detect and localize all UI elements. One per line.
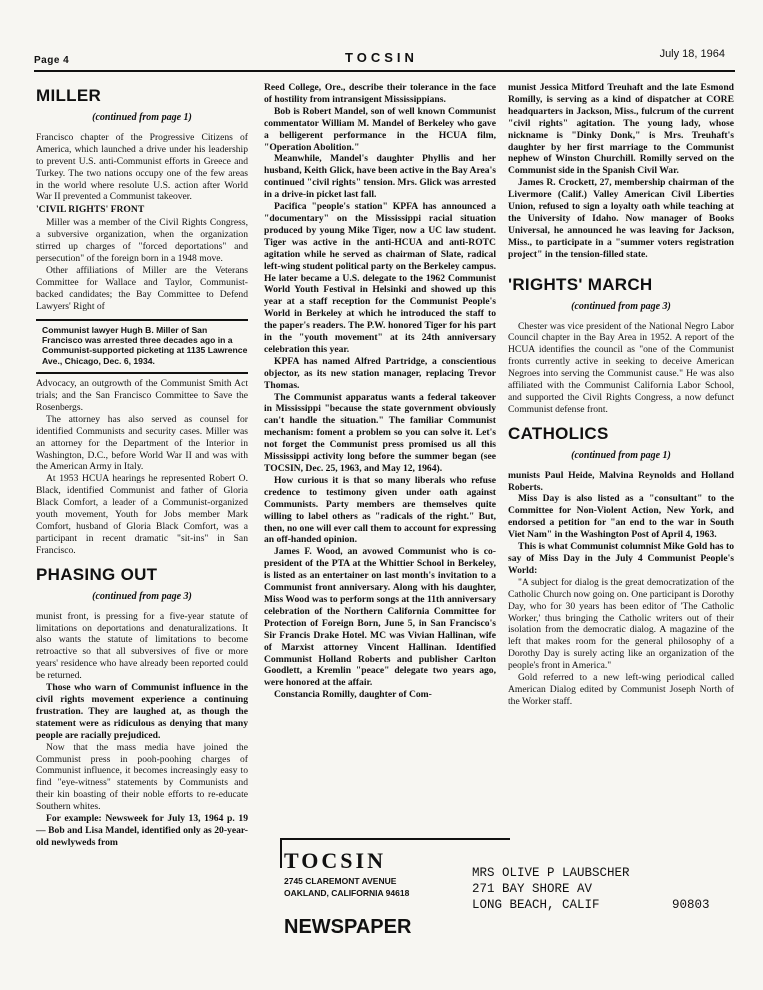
phasing-paragraph: munist front, is pressing for a five-year statute of limitations on deportations and denaturalizations. It also wants the statute of limitations to become retroactive so that all subversives of five or more years' residence who have already been reported could be returned. <box>36 610 248 682</box>
item-paragraph: Constancia Romilly, daughter of Com- <box>274 689 432 701</box>
catholics-paragraph: Miss Day is also listed as a "consultant" to the Committee for Non-Violent Action, New York, and endorsed a petition for "an end to the war in South Viet Nam" in the Washington Post of April 4, 1963. <box>508 493 734 541</box>
miller-continued: (continued from page 1) <box>92 112 192 123</box>
miller-paragraph: Miller was a member of the Civil Rights Congress, a subversive organization, when the organization stirred up charges of "forced deportations" and persecution" of the foreign born in a 1948 move. <box>36 217 248 264</box>
addressee-zip: 90803 <box>672 898 710 912</box>
addressee-name: MRS OLIVE P LAUBSCHER <box>472 866 630 880</box>
miller-paragraph: The attorney has also served as counsel for identified Communists and security cases. Miller was an attorney for the Department of the Interior in Washington, D.C., before World War II and was with the American Army in Italy. <box>36 413 248 473</box>
item-paragraph: munist Jessica Mitford Treuhaft and the late Esmond Romilly, is serving as a kind of dispatcher at CORE headquarters in Jackson, Miss., fulcrum of the current "civil rights" agitation. The young lady, whose nickname is "Dinky Donk," is Mrs. Treuhaft's daughter by her first marriage to the Communist nephew of Winston Churchill. Romilly served on the Communist side in the Spanish Civil War. <box>508 82 734 177</box>
masthead-address-line: 2745 CLAREMONT AVENUE <box>284 876 397 886</box>
photo-caption: Communist lawyer Hugh B. Miller of San Francisco was arrested three decades ago in a Communist-supported picketing at 1135 Lawrence Ave., Chicago, Dec. 6, 1934. <box>42 324 248 366</box>
column-1 <box>36 82 248 849</box>
catholics-paragraph: Gold referred to a new left-wing periodical called American Dialog edited by Communist Joseph North of the Worker staff. <box>508 672 734 707</box>
phasing-out-headline: PHASING OUT <box>36 564 158 584</box>
item-paragraph: Meanwhile, Mandel's daughter Phyllis and her husband, Keith Glick, have been active in the Bay Area's continued "civil rights" tension. Mrs. Glick was arrested in a drive-in picket last fall. <box>264 153 496 201</box>
masthead-name: TOCSIN <box>284 848 386 873</box>
catholics-paragraph: "A subject for dialog is the great democratization of the Catholic Church now going on. One participant is Dorothy Day, who for 30 years has been editor of 'The Catholic Worker,' thus bringing the Catholic writers out of their isolation from the democratic dialog. A magazine of the left that makes room for the general philosophy of a Dorothy Day is surely acting like an organization of the people's front in America." <box>508 576 734 672</box>
item-paragraph: Pacifica "people's station" KPFA has announced a "documentary" on the Mississippi racial situation produced by young Mike Tiger, now a UC law student. Tiger was active in the anti-HCUA and anti-ROTC agitation while he served as chairman of Slate, radical left-wing student political party on the Berkeley campus. He later became a U.S. delegate to the 1962 Communist World Youth Festival in Helsinki and showed up this year at a staff reception for the Communist People's World in Berkeley at which he introduced the staff to the paper's readers. The P.W. honored Tiger for his part in the "youth movement" at its 24th anniversary celebration this year. <box>264 201 496 355</box>
item-paragraph: Reed College, Ore., describe their tolerance in the face of hostility from intransigent Mississippians. <box>264 82 496 105</box>
phasing-paragraph: For example: Newsweek for July 13, 1964 p. 19 — Bob and Lisa Mandel, identified only as 20-year-old newlyweds from <box>36 813 248 848</box>
caption-rule-top <box>36 319 248 321</box>
catholics-continued: (continued from page 1) <box>571 449 671 461</box>
paper-title: TOCSIN <box>345 50 418 65</box>
item-paragraph: James R. Crockett, 27, membership chairman of the Livermore (Calif.) Valley American Civil Liberties Union, refused to sign a loyalty oath while teaching at the University of Idaho. Now manager of Books Universal, he announced he was leaving for Jackson, Miss., to participate in a "summer voters registration project" in the tension-filled state. <box>508 177 734 260</box>
item-paragraph: James F. Wood, an avowed Communist who is co-president of the PTA at the Whittier School in Berkeley, is listed as an entertainer on last month's invitation to a Communist front anniversary. Along with his daughter, Miss Wood was to perform songs at the 11th anniversary celebration of the Northern California Committee for Protection of Foreign Born, June 5, in San Francisco's Sir Francis Drake Hotel. MC was Vivian Hallinan, wife of Marxist attorney Vincent Hallinan. Identified Communist Holland Roberts and publisher Carlton Goodlett, a Kremlin "peace" delegate two years ago, were honored at the affair. <box>264 546 496 689</box>
masthead <box>284 848 494 939</box>
civil-rights-subhead: 'CIVIL RIGHTS' FRONT <box>36 204 145 216</box>
masthead-address-line: OAKLAND, CALIFORNIA 94618 <box>284 888 410 898</box>
catholics-paragraph: munists Paul Heide, Malvina Reynolds and Holland Roberts. <box>508 469 734 493</box>
miller-headline: MILLER <box>36 86 102 105</box>
item-paragraph: KPFA has named Alfred Partridge, a conscientious objector, as its new station manager, replacing Trevor Thomas. <box>264 355 496 391</box>
newspaper-label: NEWSPAPER <box>284 916 412 938</box>
issue-date: July 18, 1964 <box>659 48 725 60</box>
rights-march-headline: 'RIGHTS' MARCH <box>508 274 653 294</box>
miller-paragraph: Advocacy, an outgrowth of the Communist Smith Act trials; and the San Francisco Committee to Save the Rosenbergs. <box>36 378 248 413</box>
catholics-paragraph: This is what Communist columnist Mike Gold has to say of Miss Day in the July 4 Communist People's World: <box>508 541 734 576</box>
item-paragraph: The Communist apparatus wants a federal takeover in Mississippi "because the state government obviously can't handle the situation." The familiar Communist mechanism: foment a problem so you can solve it. Let's not forget the Communist press promised us all this Mississippi activity long before the summer began (see TOCSIN, Dec. 25, 1963, and May 12, 1964). <box>264 391 496 474</box>
miller-paragraph: At 1953 HCUA hearings he represented Robert O. Black, identified Communist and father of Gloria Black Comfort, a leader of a Communist-organized youth movement, Youth for Jobs member Mark Comfort, husband of Gloria Black Comfort, was a participant in recent dramatic "sit-ins" in San Francisco. <box>36 473 248 556</box>
caption-rule-bottom <box>36 372 248 374</box>
item-paragraph: How curious it is that so many liberals who refuse credence to testimony given under oath against Communists. Party members are themselves quite willing to label others as "radicals of the right." But, then, no one will ever call them to account for expressing an off-handed opinion. <box>264 474 496 546</box>
phasing-paragraph: Now that the mass media have joined the Communist press in pooh-poohing charges of Communist influence, it becomes increasingly easy to find "eye-witness" statements by Communists and their kin boasting of their noble efforts to re-educate Southern whites. <box>36 741 248 813</box>
rights-paragraph: Chester was vice president of the National Negro Labor Council chapter in the Bay Area in 1952. A report of the HCUA identifies the council as "one of the Communist fronts currently active in seeking to deceive American Negroes into serving the Communist cause." He was also affiliated with the Communist California Labor School, and supported the Civil Rights Congress, a now defunct Communist defense front. <box>508 320 734 415</box>
addressee-street: 271 BAY SHORE AV <box>472 882 593 896</box>
miller-paragraph: Other affiliations of Miller are the Veterans Committee for Wallace and Taylor, Communist-backed candidates; the Bay Committee to Defend Lawyers' Right of <box>36 264 248 312</box>
column-2 <box>264 82 496 701</box>
masthead-corner-rule <box>280 838 282 868</box>
addressee-city: LONG BEACH, CALIF <box>472 898 600 912</box>
mailing-label <box>472 865 710 913</box>
masthead-rule <box>280 838 510 840</box>
item-paragraph: Bob is Robert Mandel, son of well known Communist commentator William M. Mandel of Berkeley who gave a belligerent performance in the HCUA film, "Operation Abolition." <box>264 105 496 153</box>
column-3 <box>508 82 734 708</box>
miller-paragraph: Francisco chapter of the Progressive Citizens of America, which launched a drive under his leadership to prevent U.S. anti-Communist efforts in Greece and Turkey. The two nations occupy one of the few areas in the world where resolute U.S. action after World War II prevented a Communist takeover. <box>36 131 248 203</box>
phasing-paragraph: Those who warn of Communist influence in the civil rights movement experience a continuing frustration. They are laughed at, as though the statement were as ridiculous as denying that many people are racially prejudiced. <box>36 682 248 741</box>
page-number: Page 4 <box>34 55 70 66</box>
header-rule <box>34 70 735 72</box>
rights-march-continued: (continued from page 3) <box>571 300 671 312</box>
catholics-headline: CATHOLICS <box>508 423 609 443</box>
phasing-out-continued: (continued from page 3) <box>92 590 192 602</box>
